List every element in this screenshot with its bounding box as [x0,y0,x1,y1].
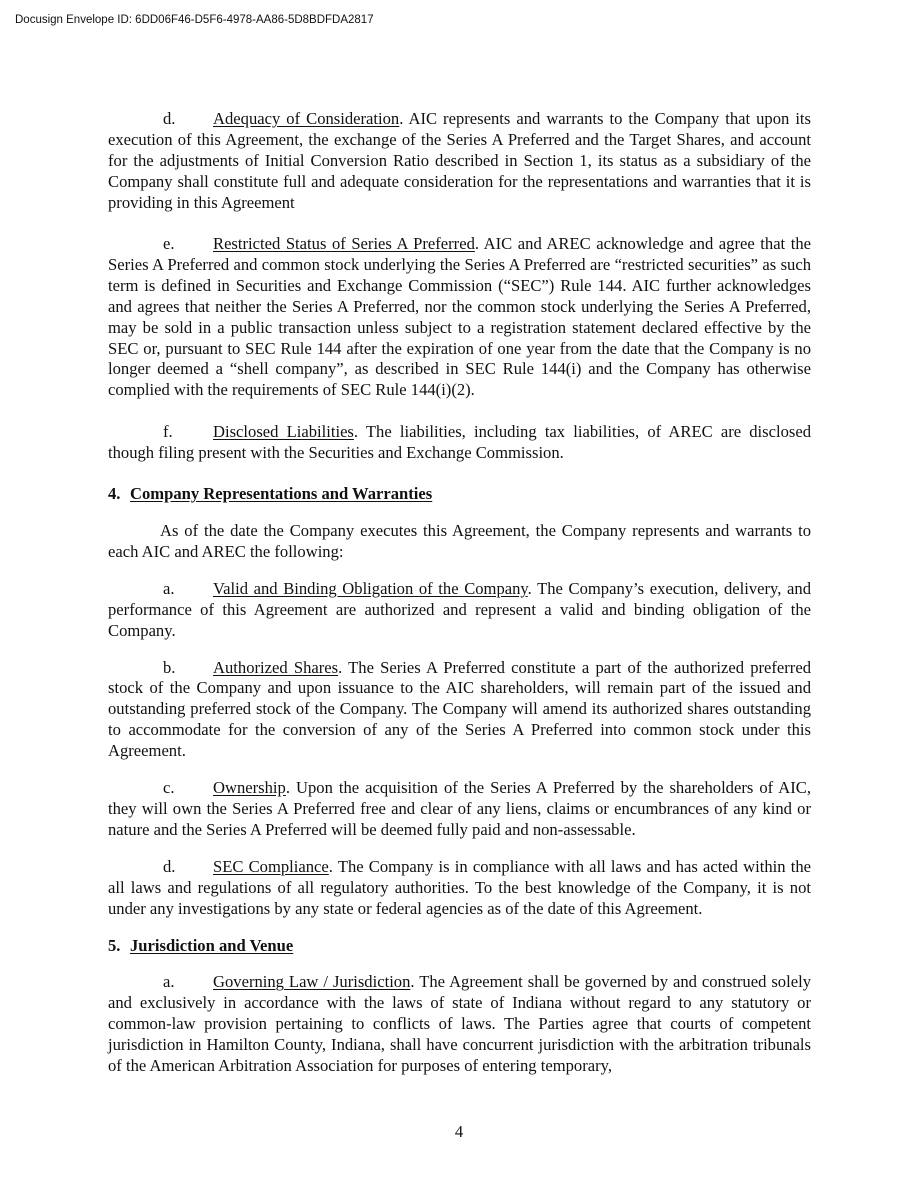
clause-4b [108,658,811,763]
clause-letter: f. [163,421,173,441]
section-4-intro: As of the date the Company executes this Agreement, the Company represents and warrants to each AIC and AREC the following: [108,521,811,561]
clause-title: Adequacy of Consideration [213,109,400,128]
clause-text: . AIC represents and warrants to the Company that upon its execution of this Agreement, the exchange of the Series A Preferred and the Target Shares, and account for the adjustments of Initial Conversion Ratio described in Section 1, its status as a subsidiary of the Company shall constitute full and adequate consideration for the representations and warranties that it is providing in this Agreement [108,109,811,212]
clause-text: . The Agreement shall be governed by and construed solely and exclusively in accordance with the laws of state of Indiana without regard to any statutory or common-law provision pertaining to conflicts of laws. The Parties agree that courts of competent jurisdiction in Hamilton County, Indiana, shall have concurrent jurisdiction with the arbitration tribunals of the American Arbitration Association for purposes of entering temporary, [108,972,811,1076]
clause-title: Ownership [213,778,286,798]
section-title: Jurisdiction and Venue [130,935,294,955]
section-number: 4. [108,484,121,504]
clause-title: Authorized Shares [213,657,339,677]
clause-text: . The liabilities, including tax liabilities, of AREC are disclosed though filing present with the Securities and Exchange Commission. [108,421,812,462]
clause-text: . AIC and AREC acknowledge and agree that the Series A Preferred and common stock underlying the Series A Preferred are “restricted securities” as such term is defined in Securities and Exchange Commission (“SEC”) Rule 144. AIC further acknowledges and agrees that neither the Series A Preferred, nor the common stock underlying the Series A Preferred, may be sold in a public transaction unless subject to a registration statement declared effective by the SEC or, pursuant to SEC Rule 144 after the expiration of one year from the date that the Company is no longer deemed a “shell company”, as described in SEC Rule 144(i) and the Company has otherwise complied with the requirements of SEC Rule 144(i)(2). [108,234,811,400]
clause-title: SEC Compliance [213,856,329,876]
envelope-id: Docusign Envelope ID: 6DD06F46-D5F6-4978-AA86-5D8BDFDA2817 [15,14,374,26]
clause-text: . Upon the acquisition of the Series A Preferred by the shareholders of AIC, they will own the Series A Preferred free and clear of any liens, claims or encumbrances of any kind or nature and the Series A Preferred will be deemed fully paid and non-assessable. [108,778,811,839]
clause-text: . The Company is in compliance with all laws and has acted within the all laws and regulations of all regulatory authorities. To the best knowledge of the Company, it is not under any investigations by any state or federal agencies as of the date of this Agreement. [108,856,811,918]
section-5-heading [108,936,811,957]
clause-4a [108,579,811,642]
document-body [108,109,811,1077]
clause-letter: d. [163,109,176,128]
clause-letter: b. [163,657,176,677]
clause-title: Governing Law / Jurisdiction [213,972,411,992]
section-4-heading [108,484,811,505]
clause-5a [108,972,811,1077]
clause-letter: c. [163,778,175,798]
clause-letter: e. [163,234,175,254]
clause-letter: a. [163,578,175,598]
clause-title: Disclosed Liabilities [213,421,354,441]
clause-4d [108,857,811,920]
clause-letter: d. [163,856,176,876]
clause-letter: a. [163,972,175,992]
section-number: 5. [108,935,121,955]
section-title: Company Representations and Warranties [130,484,433,504]
clause-title: Valid and Binding Obligation of the Company [213,578,528,598]
page-number: 4 [454,1122,464,1141]
clause-title: Restricted Status of Series A Preferred [213,234,475,254]
clause-text: . The Series A Preferred constitute a part of the authorized preferred stock of the Company and upon issuance to the AIC shareholders, will remain part of the issued and outstanding preferred stock of the Company. The Company will amend its authorized shares outstanding to accommodate for the conversion of any of the Series A Preferred into common stock under this Agreement. [108,657,811,761]
clause-3d [108,109,811,214]
clause-4c [108,778,811,841]
clause-text: . The Company’s execution, delivery, and performance of this Agreement are authorized and represent a valid and binding obligation of the Company. [108,578,811,640]
clause-3f [108,422,811,464]
clause-3e [108,234,811,401]
